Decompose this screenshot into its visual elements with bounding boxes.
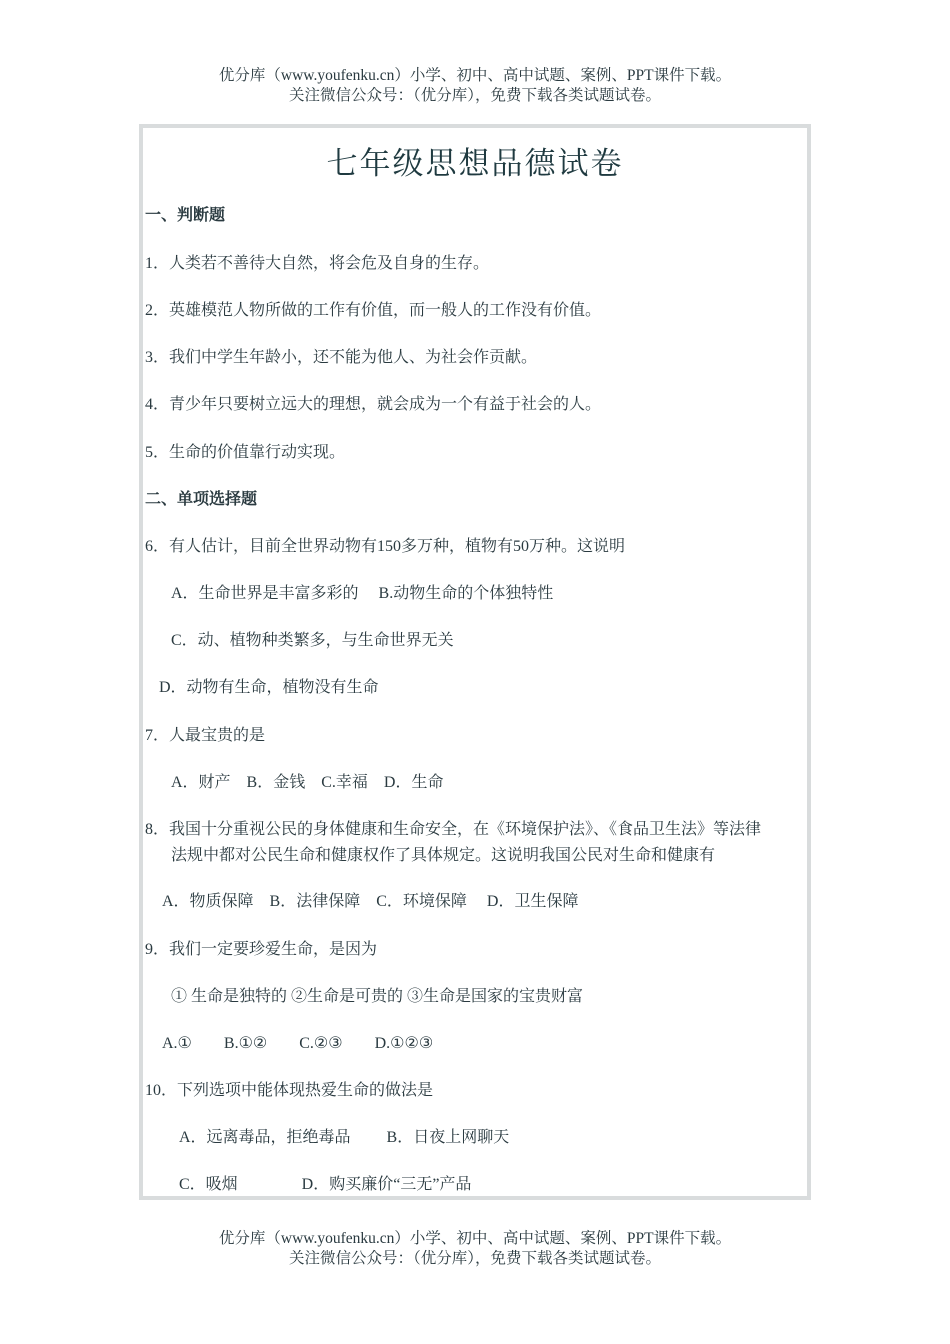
question-9-options: A.① B.①② C.②③ D.①②③	[162, 1035, 434, 1052]
exam-title: 七年级思想品德试卷	[326, 146, 624, 181]
page-header	[0, 66, 950, 106]
question-10: 10．下列选项中能体现热爱生命的做法是	[145, 1082, 434, 1099]
question-6-option-d: D．动物有生命，植物没有生命	[159, 679, 379, 696]
question-7-options: A．财产 B．金钱 C.幸福 D．生命	[171, 774, 444, 791]
question-6-options-ab: A．生命世界是丰富多彩的 B.动物生命的个体独特性	[171, 585, 554, 602]
question-3: 3．我们中学生年龄小，还不能为他人、为社会作贡献。	[145, 349, 538, 366]
footer-line-1: 优分库（www.youfenku.cn）小学、初中、高中试题、案例、PPT课件下载。	[218, 1230, 732, 1247]
question-2: 2．英雄模范人物所做的工作有价值，而一般人的工作没有价值。	[145, 302, 602, 319]
section-heading-judgement: 一、判断题	[145, 207, 226, 224]
section-heading-choice: 二、单项选择题	[145, 491, 258, 508]
question-6-option-c: C．动、植物种类繁多，与生命世界无关	[171, 632, 454, 649]
question-6: 6．有人估计，目前全世界动物有150多万种，植物有50万种。这说明	[145, 538, 626, 555]
question-8-options: A．物质保障 B．法律保障 C．环境保障 D．卫生保障	[162, 893, 579, 910]
question-7: 7．人最宝贵的是	[145, 727, 266, 744]
footer-line-2: 关注微信公众号：（优分库），免费下载各类试题试卷。	[288, 1250, 661, 1267]
exam-frame	[139, 124, 811, 1200]
question-5: 5．生命的价值靠行动实现。	[145, 444, 346, 461]
page-footer	[0, 1229, 950, 1269]
question-10-options-cd: C．吸烟 D．购买廉价“三无”产品	[179, 1176, 472, 1193]
question-8-line-1: 8．我国十分重视公民的身体健康和生命安全，在《环境保护法》、《食品卫生法》等法律	[145, 821, 762, 838]
header-line-1: 优分库（www.youfenku.cn）小学、初中、高中试题、案例、PPT课件下载。	[218, 67, 732, 84]
question-9: 9．我们一定要珍爱生命，是因为	[145, 941, 378, 958]
question-10-options-ab: A．远离毒品，拒绝毒品 B．日夜上网聊天	[179, 1129, 510, 1146]
header-line-2: 关注微信公众号：（优分库），免费下载各类试题试卷。	[288, 87, 661, 104]
question-4: 4．青少年只要树立远大的理想，就会成为一个有益于社会的人。	[145, 396, 602, 413]
question-8-line-2: 法规中都对公民生命和健康权作了具体规定。这说明我国公民对生命和健康有	[171, 847, 716, 864]
question-1: 1．人类若不善待大自然，将会危及自身的生存。	[145, 255, 490, 272]
question-9-statements: ① 生命是独特的 ②生命是可贵的 ③生命是国家的宝贵财富	[171, 988, 584, 1005]
